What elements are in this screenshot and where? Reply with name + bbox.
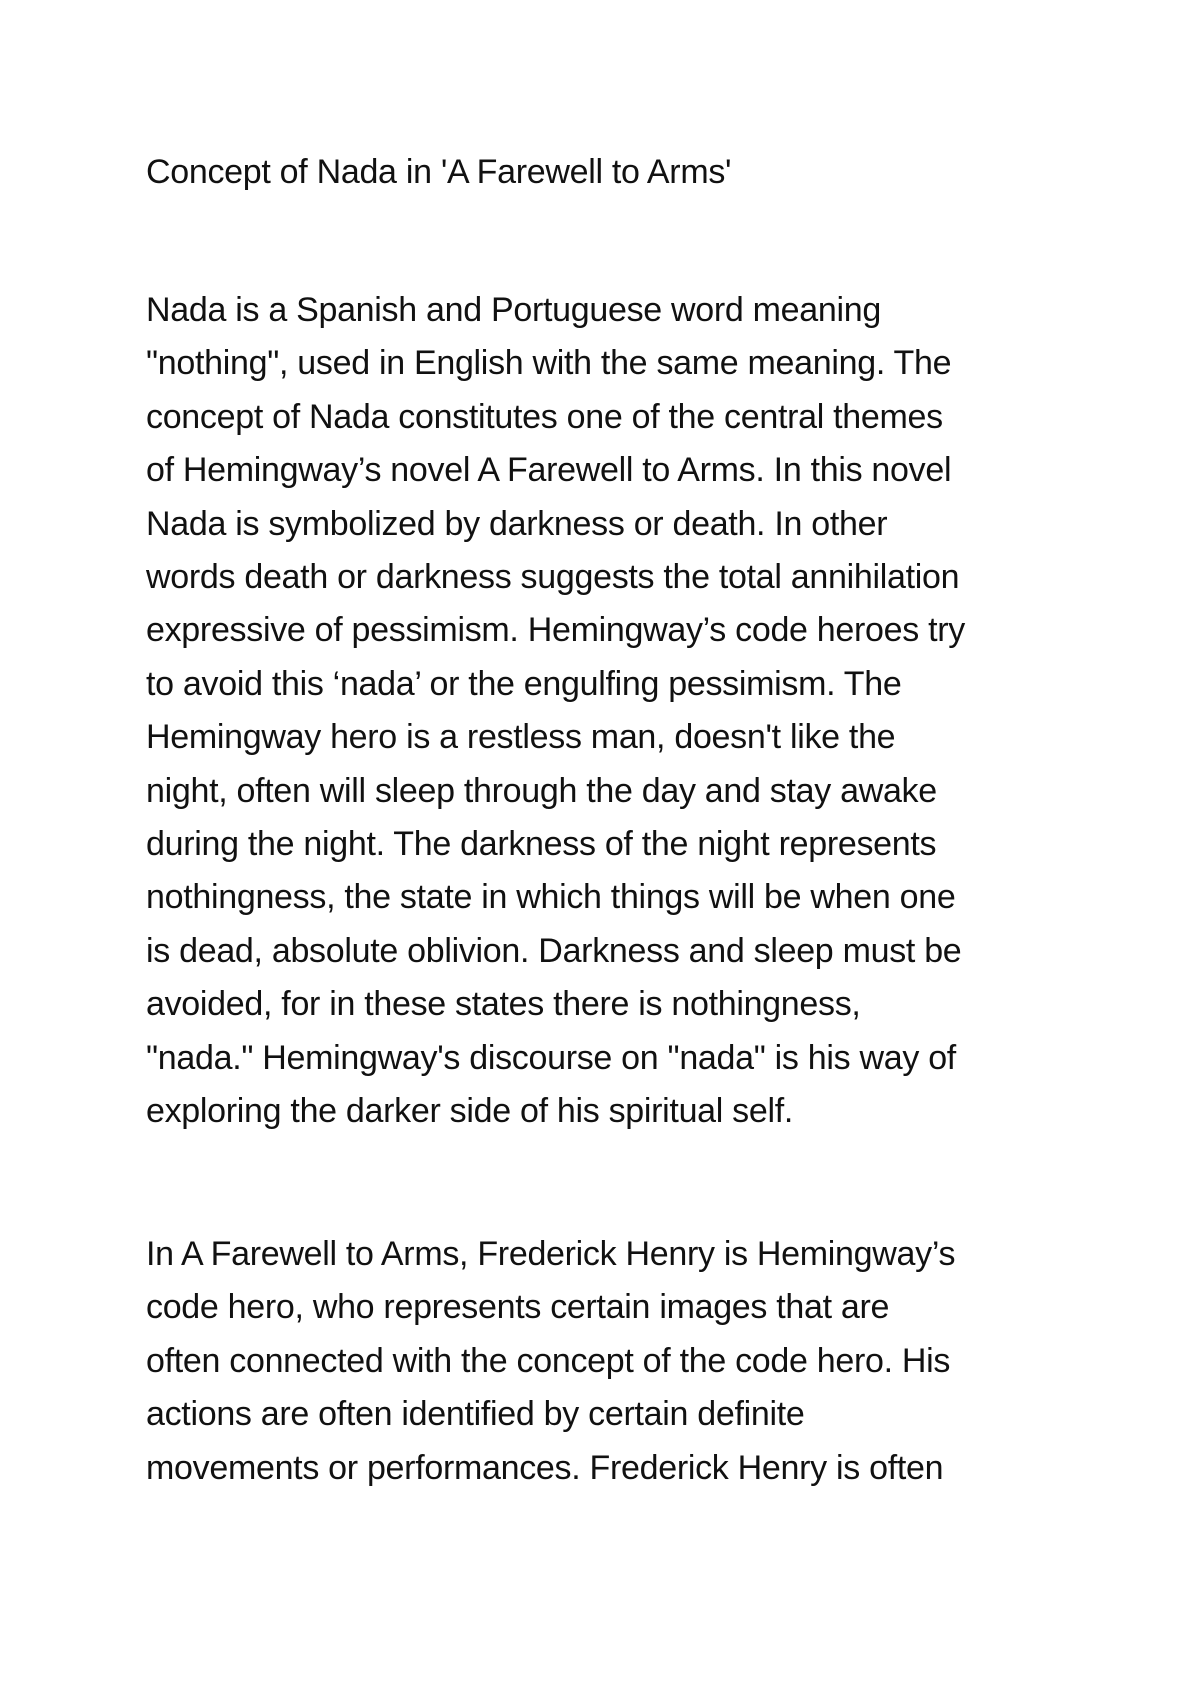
paragraph-line: is dead, absolute oblivion. Darkness and sleep must be [146, 931, 962, 970]
title-line: Concept of Nada in 'A Farewell to Arms' [146, 153, 732, 191]
paragraph-line: movements or performances. Frederick Henry is often [146, 1448, 944, 1487]
paragraph-line: of Hemingway’s novel A Farewell to Arms. In this novel [146, 451, 952, 490]
paragraph-line: concept of Nada constitutes one of the central themes [146, 397, 943, 436]
paragraph-line: actions are often identified by certain definite [146, 1395, 805, 1434]
paragraph-1 [146, 284, 1066, 1139]
paragraph-line: night, often will sleep through the day and stay awake [146, 771, 937, 810]
paragraph-line: to avoid this ‘nada’ or the engulfing pessimism. The [146, 664, 902, 703]
paragraph-line: words death or darkness suggests the total annihilation [146, 558, 960, 597]
paragraph-line: Hemingway hero is a restless man, doesn't like the [146, 718, 896, 757]
paragraph-line: code hero, who represents certain images that are [146, 1288, 890, 1327]
paragraph-line: Nada is symbolized by darkness or death. In other [146, 504, 888, 543]
paragraph-line: In A Farewell to Arms, Frederick Henry is Hemingway’s [146, 1235, 956, 1273]
paragraph-line: avoided, for in these states there is nothingness, [146, 985, 861, 1024]
paragraph-line: "nada." Hemingway's discourse on "nada" is his way of [146, 1038, 956, 1077]
paragraph-line: "nothing", used in English with the same meaning. The [146, 344, 952, 383]
paragraph-line: expressive of pessimism. Hemingway’s code heroes try [146, 611, 965, 650]
paragraph-line: often connected with the concept of the code hero. His [146, 1341, 951, 1380]
paragraph-2 [146, 1228, 1066, 1495]
paragraph-line: exploring the darker side of his spiritual self. [146, 1092, 794, 1131]
paragraph-line: Nada is a Spanish and Portuguese word meaning [146, 291, 881, 329]
paragraph-line: nothingness, the state in which things will be when one [146, 878, 956, 917]
paragraph-line: during the night. The darkness of the night represents [146, 825, 937, 864]
document-title [146, 146, 1066, 199]
